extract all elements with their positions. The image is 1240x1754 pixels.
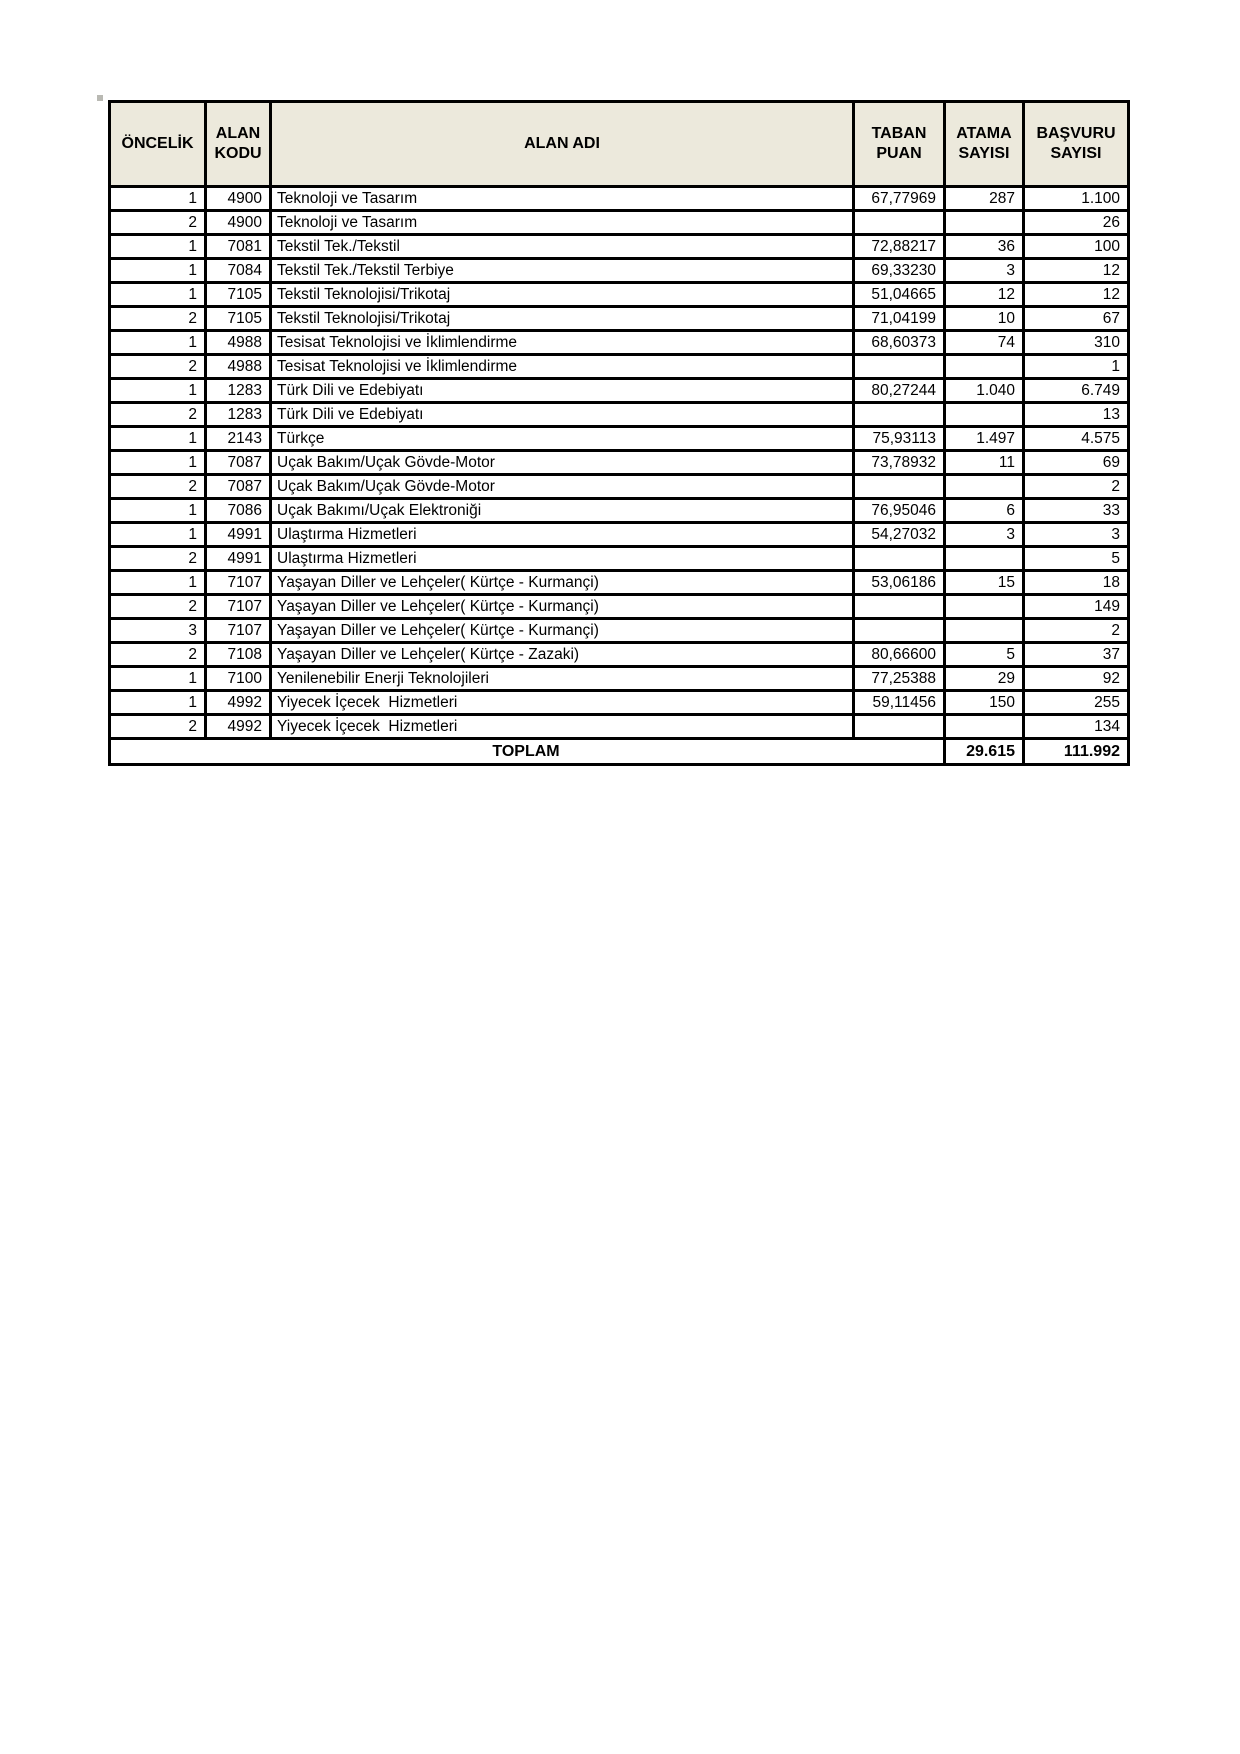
cell-taban-puan: 67,77969 — [854, 187, 945, 211]
cell-alan-kodu: 7084 — [206, 259, 271, 283]
cell-atama-sayisi — [945, 619, 1024, 643]
cell-taban-puan: 51,04665 — [854, 283, 945, 307]
table-row — [110, 619, 1129, 643]
cell-basvuru-sayisi: 1 — [1024, 355, 1129, 379]
cell-alan-kodu: 4988 — [206, 355, 271, 379]
cell-alan-adi: Uçak Bakım/Uçak Gövde-Motor — [271, 451, 854, 475]
cell-taban-puan: 54,27032 — [854, 523, 945, 547]
cell-taban-puan — [854, 715, 945, 739]
cell-oncelik: 1 — [110, 571, 206, 595]
table-row — [110, 355, 1129, 379]
cell-taban-puan: 76,95046 — [854, 499, 945, 523]
cell-atama-sayisi — [945, 547, 1024, 571]
cell-oncelik: 1 — [110, 691, 206, 715]
cell-oncelik: 1 — [110, 451, 206, 475]
cell-taban-puan — [854, 619, 945, 643]
cell-alan-adi: Yiyecek İçecek Hizmetleri — [271, 691, 854, 715]
cell-atama-sayisi: 1.040 — [945, 379, 1024, 403]
cell-oncelik: 1 — [110, 379, 206, 403]
cell-basvuru-sayisi: 3 — [1024, 523, 1129, 547]
cell-alan-adi: Yaşayan Diller ve Lehçeler( Kürtçe - Kurmançi) — [271, 619, 854, 643]
cell-taban-puan — [854, 355, 945, 379]
cell-alan-adi: Yaşayan Diller ve Lehçeler( Kürtçe - Kurmançi) — [271, 595, 854, 619]
cell-oncelik: 2 — [110, 211, 206, 235]
cell-atama-sayisi: 29 — [945, 667, 1024, 691]
cell-alan-adi: Türk Dili ve Edebiyatı — [271, 403, 854, 427]
cell-taban-puan: 77,25388 — [854, 667, 945, 691]
cell-alan-kodu: 7100 — [206, 667, 271, 691]
table-row — [110, 187, 1129, 211]
cell-basvuru-sayisi: 100 — [1024, 235, 1129, 259]
table-row — [110, 595, 1129, 619]
cell-taban-puan — [854, 547, 945, 571]
cell-oncelik: 1 — [110, 283, 206, 307]
cell-alan-kodu: 4992 — [206, 715, 271, 739]
table-body — [110, 187, 1129, 739]
cell-basvuru-sayisi: 12 — [1024, 283, 1129, 307]
cell-oncelik: 2 — [110, 643, 206, 667]
cell-oncelik: 1 — [110, 499, 206, 523]
col-header-oncelik: ÖNCELİK — [110, 102, 206, 187]
cell-oncelik: 1 — [110, 523, 206, 547]
col-header-basvuru-sayisi: BAŞVURU SAYISI — [1024, 102, 1129, 187]
cell-alan-kodu: 1283 — [206, 379, 271, 403]
cell-alan-adi: Teknoloji ve Tasarım — [271, 187, 854, 211]
table-row — [110, 235, 1129, 259]
cell-atama-sayisi — [945, 475, 1024, 499]
cell-basvuru-sayisi: 12 — [1024, 259, 1129, 283]
table-row — [110, 259, 1129, 283]
cell-taban-puan: 80,66600 — [854, 643, 945, 667]
cell-oncelik: 1 — [110, 331, 206, 355]
cell-alan-adi: Teknoloji ve Tasarım — [271, 211, 854, 235]
cell-alan-kodu: 1283 — [206, 403, 271, 427]
cell-basvuru-sayisi: 67 — [1024, 307, 1129, 331]
table-row — [110, 331, 1129, 355]
cell-atama-sayisi: 36 — [945, 235, 1024, 259]
data-table — [108, 100, 1130, 766]
cell-atama-sayisi: 150 — [945, 691, 1024, 715]
cell-alan-adi: Tekstil Tek./Tekstil Terbiye — [271, 259, 854, 283]
cell-alan-kodu: 7081 — [206, 235, 271, 259]
cell-alan-kodu: 4988 — [206, 331, 271, 355]
cell-basvuru-sayisi: 134 — [1024, 715, 1129, 739]
table-row — [110, 427, 1129, 451]
table-row — [110, 379, 1129, 403]
cell-alan-kodu: 4992 — [206, 691, 271, 715]
cell-oncelik: 2 — [110, 595, 206, 619]
cell-alan-adi: Uçak Bakımı/Uçak Elektroniği — [271, 499, 854, 523]
cell-basvuru-sayisi: 13 — [1024, 403, 1129, 427]
table-row — [110, 499, 1129, 523]
cell-oncelik: 2 — [110, 307, 206, 331]
cell-oncelik: 2 — [110, 475, 206, 499]
cell-alan-adi: Tekstil Tek./Tekstil — [271, 235, 854, 259]
table-row — [110, 571, 1129, 595]
cell-basvuru-sayisi: 255 — [1024, 691, 1129, 715]
cell-basvuru-sayisi: 69 — [1024, 451, 1129, 475]
cell-oncelik: 1 — [110, 187, 206, 211]
cell-alan-adi: Türkçe — [271, 427, 854, 451]
cell-alan-kodu: 7087 — [206, 475, 271, 499]
cell-oncelik: 1 — [110, 427, 206, 451]
cell-alan-adi: Ulaştırma Hizmetleri — [271, 547, 854, 571]
cell-alan-kodu: 7107 — [206, 595, 271, 619]
cell-atama-sayisi: 3 — [945, 523, 1024, 547]
cell-alan-kodu: 4900 — [206, 211, 271, 235]
cell-alan-adi: Yaşayan Diller ve Lehçeler( Kürtçe - Kurmançi) — [271, 571, 854, 595]
cell-alan-kodu: 7105 — [206, 307, 271, 331]
cell-basvuru-sayisi: 2 — [1024, 475, 1129, 499]
cell-alan-kodu: 7086 — [206, 499, 271, 523]
cell-basvuru-sayisi: 5 — [1024, 547, 1129, 571]
col-header-alan-kodu: ALAN KODU — [206, 102, 271, 187]
cell-alan-adi: Tekstil Teknolojisi/Trikotaj — [271, 283, 854, 307]
scan-speck — [97, 95, 103, 101]
table-footer — [110, 739, 1129, 765]
cell-oncelik: 2 — [110, 547, 206, 571]
cell-alan-adi: Yiyecek İçecek Hizmetleri — [271, 715, 854, 739]
cell-oncelik: 2 — [110, 715, 206, 739]
cell-basvuru-sayisi: 18 — [1024, 571, 1129, 595]
cell-atama-sayisi: 12 — [945, 283, 1024, 307]
cell-alan-adi: Tesisat Teknolojisi ve İklimlendirme — [271, 331, 854, 355]
cell-oncelik: 1 — [110, 259, 206, 283]
cell-taban-puan: 68,60373 — [854, 331, 945, 355]
cell-atama-sayisi: 1.497 — [945, 427, 1024, 451]
cell-atama-sayisi — [945, 403, 1024, 427]
cell-taban-puan: 59,11456 — [854, 691, 945, 715]
table-row — [110, 451, 1129, 475]
cell-basvuru-sayisi: 149 — [1024, 595, 1129, 619]
cell-taban-puan: 72,88217 — [854, 235, 945, 259]
total-atama-sayisi: 29.615 — [945, 739, 1024, 765]
cell-basvuru-sayisi: 92 — [1024, 667, 1129, 691]
cell-basvuru-sayisi: 2 — [1024, 619, 1129, 643]
table-row — [110, 211, 1129, 235]
cell-atama-sayisi — [945, 355, 1024, 379]
cell-alan-kodu: 2143 — [206, 427, 271, 451]
table-row — [110, 475, 1129, 499]
cell-basvuru-sayisi: 33 — [1024, 499, 1129, 523]
cell-atama-sayisi: 10 — [945, 307, 1024, 331]
cell-oncelik: 2 — [110, 355, 206, 379]
cell-taban-puan: 53,06186 — [854, 571, 945, 595]
cell-taban-puan: 80,27244 — [854, 379, 945, 403]
cell-alan-kodu: 7087 — [206, 451, 271, 475]
cell-oncelik: 1 — [110, 667, 206, 691]
table-row — [110, 307, 1129, 331]
cell-oncelik: 3 — [110, 619, 206, 643]
table-row — [110, 715, 1129, 739]
cell-taban-puan: 71,04199 — [854, 307, 945, 331]
cell-alan-adi: Türk Dili ve Edebiyatı — [271, 379, 854, 403]
cell-atama-sayisi: 3 — [945, 259, 1024, 283]
cell-oncelik: 1 — [110, 235, 206, 259]
table-row — [110, 523, 1129, 547]
cell-alan-kodu: 7107 — [206, 571, 271, 595]
cell-alan-adi: Yenilenebilir Enerji Teknolojileri — [271, 667, 854, 691]
cell-alan-adi: Tesisat Teknolojisi ve İklimlendirme — [271, 355, 854, 379]
total-row — [110, 739, 1129, 765]
cell-atama-sayisi: 15 — [945, 571, 1024, 595]
cell-taban-puan — [854, 595, 945, 619]
cell-atama-sayisi: 74 — [945, 331, 1024, 355]
cell-alan-kodu: 7108 — [206, 643, 271, 667]
cell-alan-kodu: 4900 — [206, 187, 271, 211]
cell-alan-kodu: 4991 — [206, 547, 271, 571]
cell-alan-adi: Uçak Bakım/Uçak Gövde-Motor — [271, 475, 854, 499]
cell-taban-puan — [854, 475, 945, 499]
cell-basvuru-sayisi: 310 — [1024, 331, 1129, 355]
cell-atama-sayisi: 5 — [945, 643, 1024, 667]
cell-taban-puan: 75,93113 — [854, 427, 945, 451]
cell-alan-kodu: 7107 — [206, 619, 271, 643]
header-row — [110, 102, 1129, 187]
table-row — [110, 691, 1129, 715]
total-basvuru-sayisi: 111.992 — [1024, 739, 1129, 765]
cell-alan-adi: Ulaştırma Hizmetleri — [271, 523, 854, 547]
cell-atama-sayisi: 11 — [945, 451, 1024, 475]
table-row — [110, 667, 1129, 691]
cell-alan-kodu: 7105 — [206, 283, 271, 307]
col-header-alan-adi: ALAN ADI — [271, 102, 854, 187]
cell-taban-puan — [854, 211, 945, 235]
table-row — [110, 403, 1129, 427]
col-header-atama-sayisi: ATAMA SAYISI — [945, 102, 1024, 187]
cell-basvuru-sayisi: 37 — [1024, 643, 1129, 667]
table-row — [110, 283, 1129, 307]
table-row — [110, 643, 1129, 667]
total-label: TOPLAM — [110, 739, 945, 765]
cell-taban-puan: 69,33230 — [854, 259, 945, 283]
cell-atama-sayisi — [945, 715, 1024, 739]
cell-taban-puan: 73,78932 — [854, 451, 945, 475]
cell-basvuru-sayisi: 26 — [1024, 211, 1129, 235]
document-sheet — [108, 100, 1130, 766]
cell-atama-sayisi: 287 — [945, 187, 1024, 211]
cell-basvuru-sayisi: 4.575 — [1024, 427, 1129, 451]
cell-alan-adi: Tekstil Teknolojisi/Trikotaj — [271, 307, 854, 331]
cell-basvuru-sayisi: 6.749 — [1024, 379, 1129, 403]
col-header-taban-puan: TABAN PUAN — [854, 102, 945, 187]
cell-atama-sayisi: 6 — [945, 499, 1024, 523]
cell-taban-puan — [854, 403, 945, 427]
cell-alan-kodu: 4991 — [206, 523, 271, 547]
table-row — [110, 547, 1129, 571]
cell-atama-sayisi — [945, 211, 1024, 235]
cell-alan-adi: Yaşayan Diller ve Lehçeler( Kürtçe - Zazaki) — [271, 643, 854, 667]
cell-oncelik: 2 — [110, 403, 206, 427]
cell-atama-sayisi — [945, 595, 1024, 619]
cell-basvuru-sayisi: 1.100 — [1024, 187, 1129, 211]
